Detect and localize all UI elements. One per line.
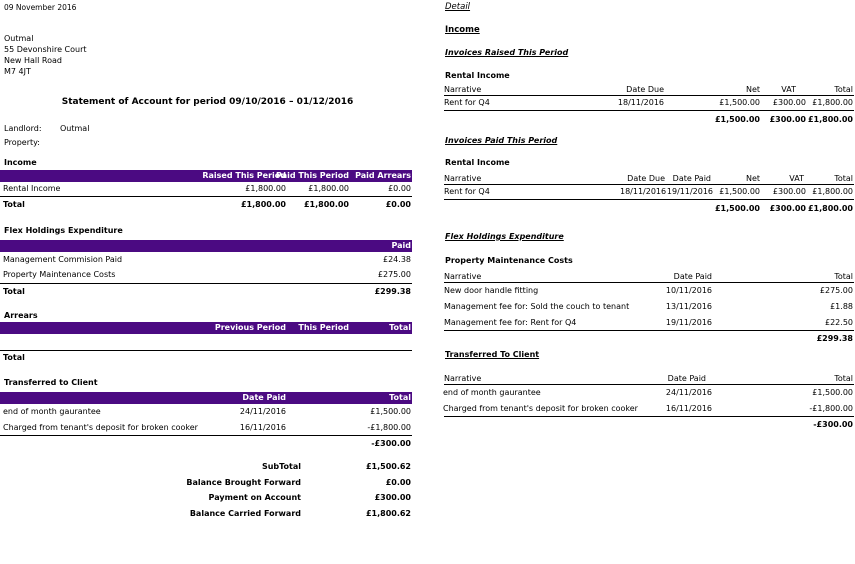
invoices-raised-heading: Invoices Raised This Period [445, 48, 569, 57]
address-line-4: M7 4JT [4, 67, 31, 76]
col-date-paid: Date Paid [667, 374, 706, 383]
paid-header-divider [444, 184, 854, 185]
payment-on-account-value: £300.00 [374, 493, 411, 502]
subtotal-label: SubTotal [261, 462, 301, 471]
income-header-bar [0, 170, 412, 182]
property-label: Property: [4, 138, 40, 147]
transferred-header-bar [0, 392, 412, 404]
expenditure-detail-date: 10/11/2016 [665, 286, 712, 295]
raised-header-divider [444, 95, 854, 96]
col-narrative: Narrative [444, 374, 482, 383]
invoices-paid-heading: Invoices Paid This Period [445, 136, 558, 145]
income-row-raised: £1,800.00 [245, 184, 286, 193]
expenditure-total-label: Total [3, 287, 25, 296]
income-row-arrears: £0.00 [388, 184, 411, 193]
col-paid: Paid [391, 241, 411, 250]
balance-carried-forward-value: £1,800.62 [365, 509, 411, 518]
expenditure-heading: Flex Holdings Expenditure [4, 226, 123, 235]
expenditure-rows-divider [444, 330, 854, 331]
expenditure-detail-grand-total: £299.38 [816, 334, 853, 343]
col-total: Total [834, 85, 853, 94]
col-vat: VAT [789, 174, 804, 183]
raised-row-date-due: 18/11/2016 [617, 98, 664, 107]
arrears-heading: Arrears [4, 311, 38, 320]
paid-total-vat: £300.00 [769, 204, 806, 213]
income-row-paid: £1,800.00 [308, 184, 349, 193]
paid-total-total: £1,800.00 [807, 204, 853, 213]
col-paid-this-period: Paid This Period [276, 171, 349, 180]
col-total: Total [389, 393, 411, 402]
statement-title: Statement of Account for period 09/10/2016 – 01/12/2016 [61, 97, 354, 107]
address-line-2: 55 Devonshire Court [4, 45, 87, 54]
expenditure-row-value: £275.00 [377, 270, 411, 279]
expenditure-row-label: Property Maintenance Costs [3, 270, 116, 279]
balance-carried-forward-label: Balance Carried Forward [189, 509, 301, 518]
transferred-detail-grand-total: -£300.00 [813, 420, 853, 429]
address-line-3: New Hall Road [4, 56, 62, 65]
invoices-raised-subheading: Rental Income [445, 71, 510, 80]
detail-heading: Detail [445, 2, 471, 12]
expenditure-detail-total: £275.00 [819, 286, 853, 295]
col-total: Total [834, 272, 853, 281]
raised-row-vat: £300.00 [772, 98, 806, 107]
arrears-header-bar [0, 322, 412, 334]
detail-transferred-heading: Transferred To Client [445, 350, 540, 359]
landlord-value: Outmal [60, 124, 90, 133]
col-previous-period: Previous Period [214, 323, 286, 332]
income-total-raised: £1,800.00 [240, 200, 286, 209]
col-total: Total [834, 374, 853, 383]
expenditure-detail-narrative: Management fee for: Sold the couch to tenant [444, 302, 630, 311]
col-raised-this-period: Raised This Period [202, 171, 286, 180]
col-vat: VAT [781, 85, 796, 94]
expenditure-header-divider [444, 282, 854, 283]
expenditure-row-label: Management Commision Paid [3, 255, 123, 264]
transferred-detail-narrative: end of month gaurantee [443, 388, 541, 397]
col-date-paid: Date Paid [242, 393, 286, 402]
transferred-header-divider [444, 384, 854, 385]
col-this-period: This Period [298, 323, 349, 332]
col-date-due: Date Due [626, 85, 664, 94]
raised-row-narrative: Rent for Q4 [444, 98, 490, 107]
landlord-label: Landlord: [4, 124, 42, 133]
income-row-label: Rental Income [3, 184, 61, 193]
expenditure-detail-narrative: Management fee for: Rent for Q4 [444, 318, 577, 327]
transferred-detail-narrative: Charged from tenant's deposit for broken cooker [443, 404, 638, 413]
income-divider [0, 196, 412, 197]
expenditure-detail-date: 13/11/2016 [665, 302, 712, 311]
col-narrative: Narrative [444, 85, 482, 94]
expenditure-detail-narrative: New door handle fitting [444, 286, 539, 295]
detail-income-heading: Income [445, 25, 480, 35]
transferred-heading: Transferred to Client [4, 378, 98, 387]
arrears-total-label: Total [3, 353, 25, 362]
col-date-paid: Date Paid [672, 174, 711, 183]
transferred-row-date: 16/11/2016 [239, 423, 286, 432]
expenditure-detail-date: 19/11/2016 [665, 318, 712, 327]
transferred-row-label: Charged from tenant's deposit for broken cooker [3, 423, 198, 432]
raised-total-net: £1,500.00 [714, 115, 760, 124]
transferred-detail-date: 24/11/2016 [665, 388, 712, 397]
transferred-divider [0, 435, 412, 436]
income-heading: Income [4, 158, 37, 167]
col-paid-arrears: Paid Arrears [355, 171, 411, 180]
col-date-due: Date Due [627, 174, 665, 183]
expenditure-total-value: £299.38 [374, 287, 411, 296]
paid-row-vat: £300.00 [772, 187, 806, 196]
raised-total-vat: £300.00 [769, 115, 806, 124]
expenditure-row-value: £24.38 [383, 255, 411, 264]
col-net: Net [745, 85, 760, 94]
balance-brought-forward-label: Balance Brought Forward [186, 478, 301, 487]
transferred-detail-total: £1,500.00 [812, 388, 853, 397]
transferred-rows-divider [444, 416, 854, 417]
income-total-label: Total [3, 200, 25, 209]
col-narrative: Narrative [444, 174, 482, 183]
transferred-row-value: £1,500.00 [370, 407, 411, 416]
paid-row-date-due: 18/11/2016 [620, 187, 667, 196]
invoices-paid-subheading: Rental Income [445, 158, 510, 167]
col-date-paid: Date Paid [673, 272, 712, 281]
raised-rows-divider [444, 110, 854, 111]
income-total-arrears: £0.00 [385, 200, 411, 209]
raised-total-total: £1,800.00 [807, 115, 853, 124]
paid-total-net: £1,500.00 [714, 204, 760, 213]
transferred-row-date: 24/11/2016 [239, 407, 286, 416]
expenditure-detail-total: £1.88 [830, 302, 853, 311]
paid-rows-divider [444, 199, 854, 200]
arrears-divider [0, 350, 412, 351]
statement-date: 09 November 2016 [4, 3, 77, 12]
expenditure-detail-total: £22.50 [825, 318, 853, 327]
transferred-row-label: end of month gaurantee [3, 407, 101, 416]
expenditure-divider [0, 283, 412, 284]
balance-brought-forward-value: £0.00 [385, 478, 411, 487]
income-total-paid: £1,800.00 [303, 200, 349, 209]
transferred-detail-total: -£1,800.00 [809, 404, 853, 413]
address-line-1: Outmal [4, 34, 34, 43]
transferred-total-value: -£300.00 [371, 439, 411, 448]
raised-row-total: £1,800.00 [812, 98, 853, 107]
transferred-row-value: -£1,800.00 [367, 423, 411, 432]
col-narrative: Narrative [444, 272, 482, 281]
paid-row-net: £1,500.00 [719, 187, 760, 196]
detail-expenditure-subheading: Property Maintenance Costs [445, 256, 573, 265]
paid-row-narrative: Rent for Q4 [444, 187, 490, 196]
col-total: Total [834, 174, 853, 183]
payment-on-account-label: Payment on Account [208, 493, 301, 502]
transferred-detail-date: 16/11/2016 [665, 404, 712, 413]
paid-row-total: £1,800.00 [812, 187, 853, 196]
paid-row-date-paid: 19/11/2016 [666, 187, 713, 196]
detail-expenditure-heading: Flex Holdings Expenditure [445, 232, 564, 241]
col-total: Total [389, 323, 411, 332]
expenditure-header-bar [0, 240, 412, 252]
raised-row-net: £1,500.00 [719, 98, 760, 107]
col-net: Net [745, 174, 760, 183]
subtotal-value: £1,500.62 [365, 462, 411, 471]
